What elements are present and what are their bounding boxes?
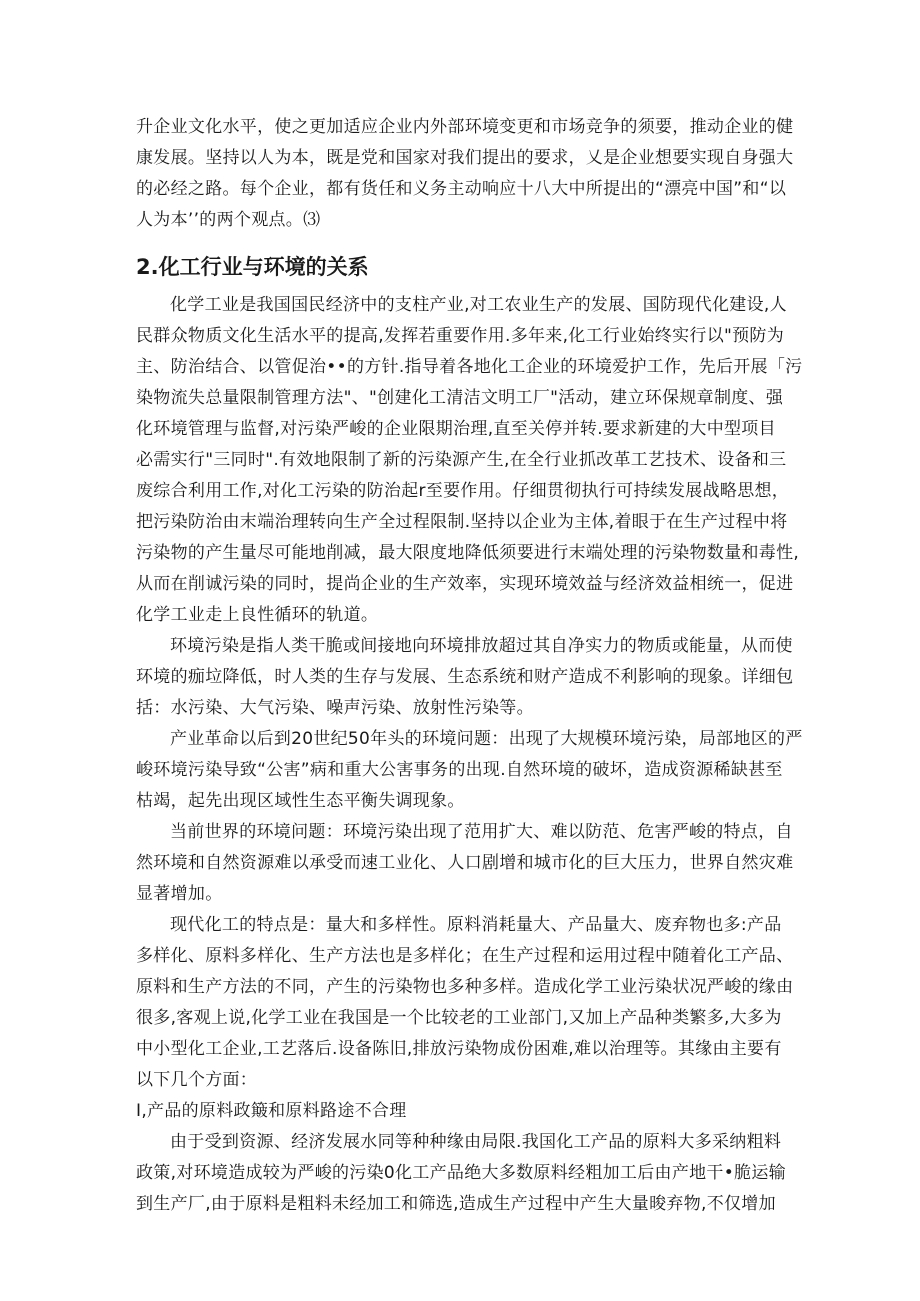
text-line: 化学工业是我国国民经济中的支柱产业,对工农业生产的发展、国防现代化建设,人 (170, 295, 787, 315)
text-line: 然环境和自然资源难以承受而速工业化、人口剧增和城市化的巨大压力，世界自然灾难 (136, 853, 794, 873)
text-line: 多样化、原料多样化、生产方法也是多样化；在生产过程和运用过程中随着化工产品、 (136, 946, 794, 966)
text-line: 枯竭，起先出现区域性生态平衡失调现象。 (136, 791, 465, 811)
text-line: 染物流失总量限制管理方法"、"创建化工清洁文明工厂"活动，建立环保规章制度、强 (136, 388, 784, 408)
section-heading: 2.化工行业与环境的关系 (136, 255, 369, 279)
text-line: 产业革命以后到20世纪50年头的环境问题：出现了大规模环境污染，局部地区的严 (170, 729, 803, 749)
text-line: 很多,客观上说,化学工业在我国是一个比较老的工业部门,又加上产品种类繁多,大多为 (136, 1008, 782, 1028)
text-line: 康发展。坚持以人为本，既是党和国家对我们提出的要求，乂是企业想要实现自身强大 (136, 148, 794, 168)
text-line: 显著增加。 (136, 884, 223, 904)
text-line: 括：水污染、大气污染、噪声污染、放射性污染等。 (136, 698, 534, 718)
text-line: 到生产厂,由于原料是粗料未经加工和筛选,造成生产过程中产生大量晙弃物,不仅增加 (136, 1194, 776, 1214)
text-line: 升企业文化水平，使之更加适应企业内外部环境变更和市场竞争的须要，推动企业的健 (136, 117, 794, 137)
text-line: 政策,对环境造成较为严峻的污染0化工产品绝大多数原料经粗加工后由产地干•脆运输 (136, 1163, 786, 1183)
text-line: 环境污染是指人类干脆或间接地向环境排放超过其自净实力的物质或能量，从而使 (170, 636, 793, 656)
text-line: 污染物的产生量尽可能地削减，最大限度地降低须要进行末端处理的污染物数量和毒性, (136, 543, 800, 563)
text-line: 化学工业走上良性循环的轨道。 (136, 605, 379, 625)
text-line: 化环境管理与监督,对污染严峻的企业限期治理,直至关停并转.要求新建的大中型项目 (136, 419, 776, 439)
text-line: 主、防治结合、以管促治••的方针.指导着各地化工企业的环境爱护工作，先后开展「污 (136, 357, 803, 377)
text-line: 从而在削诚污染的同时，提尚企业的生产效率，实现环境效益与经济效益相统一，促进 (136, 574, 794, 594)
text-line: 的必经之路。每个企业，都有货任和义务主动响应十八大中所提出的“漂亮中国”和“以 (136, 179, 787, 199)
text-line: 现代化工的特点是：量大和多样性。原料消耗量大、产品量大、废弃物也多:产品 (170, 915, 782, 935)
text-line: 把污染防治由末端治理转向生产全过程限制.坚持以企业为主体,着眼于在生产过程中将 (136, 512, 788, 532)
text-line: 以下几个方面： (136, 1070, 258, 1090)
subheading: I,产品的原料政簸和原料路途不合理 (136, 1101, 407, 1121)
text-line: 峻环境污染导致“公害”病和重大公害事务的出现.自然环境的破坏，造成资源稀缺甚至 (136, 760, 783, 780)
text-line: 当前世界的环境问题：环境污染出现了范用扩大、难以防范、危害严峻的特点，自 (170, 822, 793, 842)
text-line: 民群众物质文化生活水平的提高,发挥若重要作用.多年来,化工行业始终实行以"预防为 (136, 326, 785, 346)
text-line: 中小型化工企业,工艺落后.设备陈旧,排放污染物成份困难,难以治理等。其缘由主要有 (136, 1039, 782, 1059)
text-line: 环境的痂垃降低，时人类的生存与发展、生态系统和财产造成不利影响的现象。详细包 (136, 667, 794, 687)
text-line: 废综合利用工作,对化工污染的防治起r至要作用。仔细贯彻执行可持续发展战略思想， (136, 481, 790, 501)
text-line: 原料和生产方法的不同，产生的污染物也多种多样。造成化学工业污染状况严峻的缘由 (136, 977, 794, 997)
text-line: 人为本’’的两个观点。⑶ (136, 210, 321, 230)
text-line: 必需实行"三同时".有效地限制了新的污染源产生,在全行业抓改革工艺技术、设备和三 (136, 450, 787, 470)
text-line: 由于受到资源、经济发展水同等种种缘由局限.我国化工产品的原料大多采纳粗料 (170, 1132, 782, 1152)
